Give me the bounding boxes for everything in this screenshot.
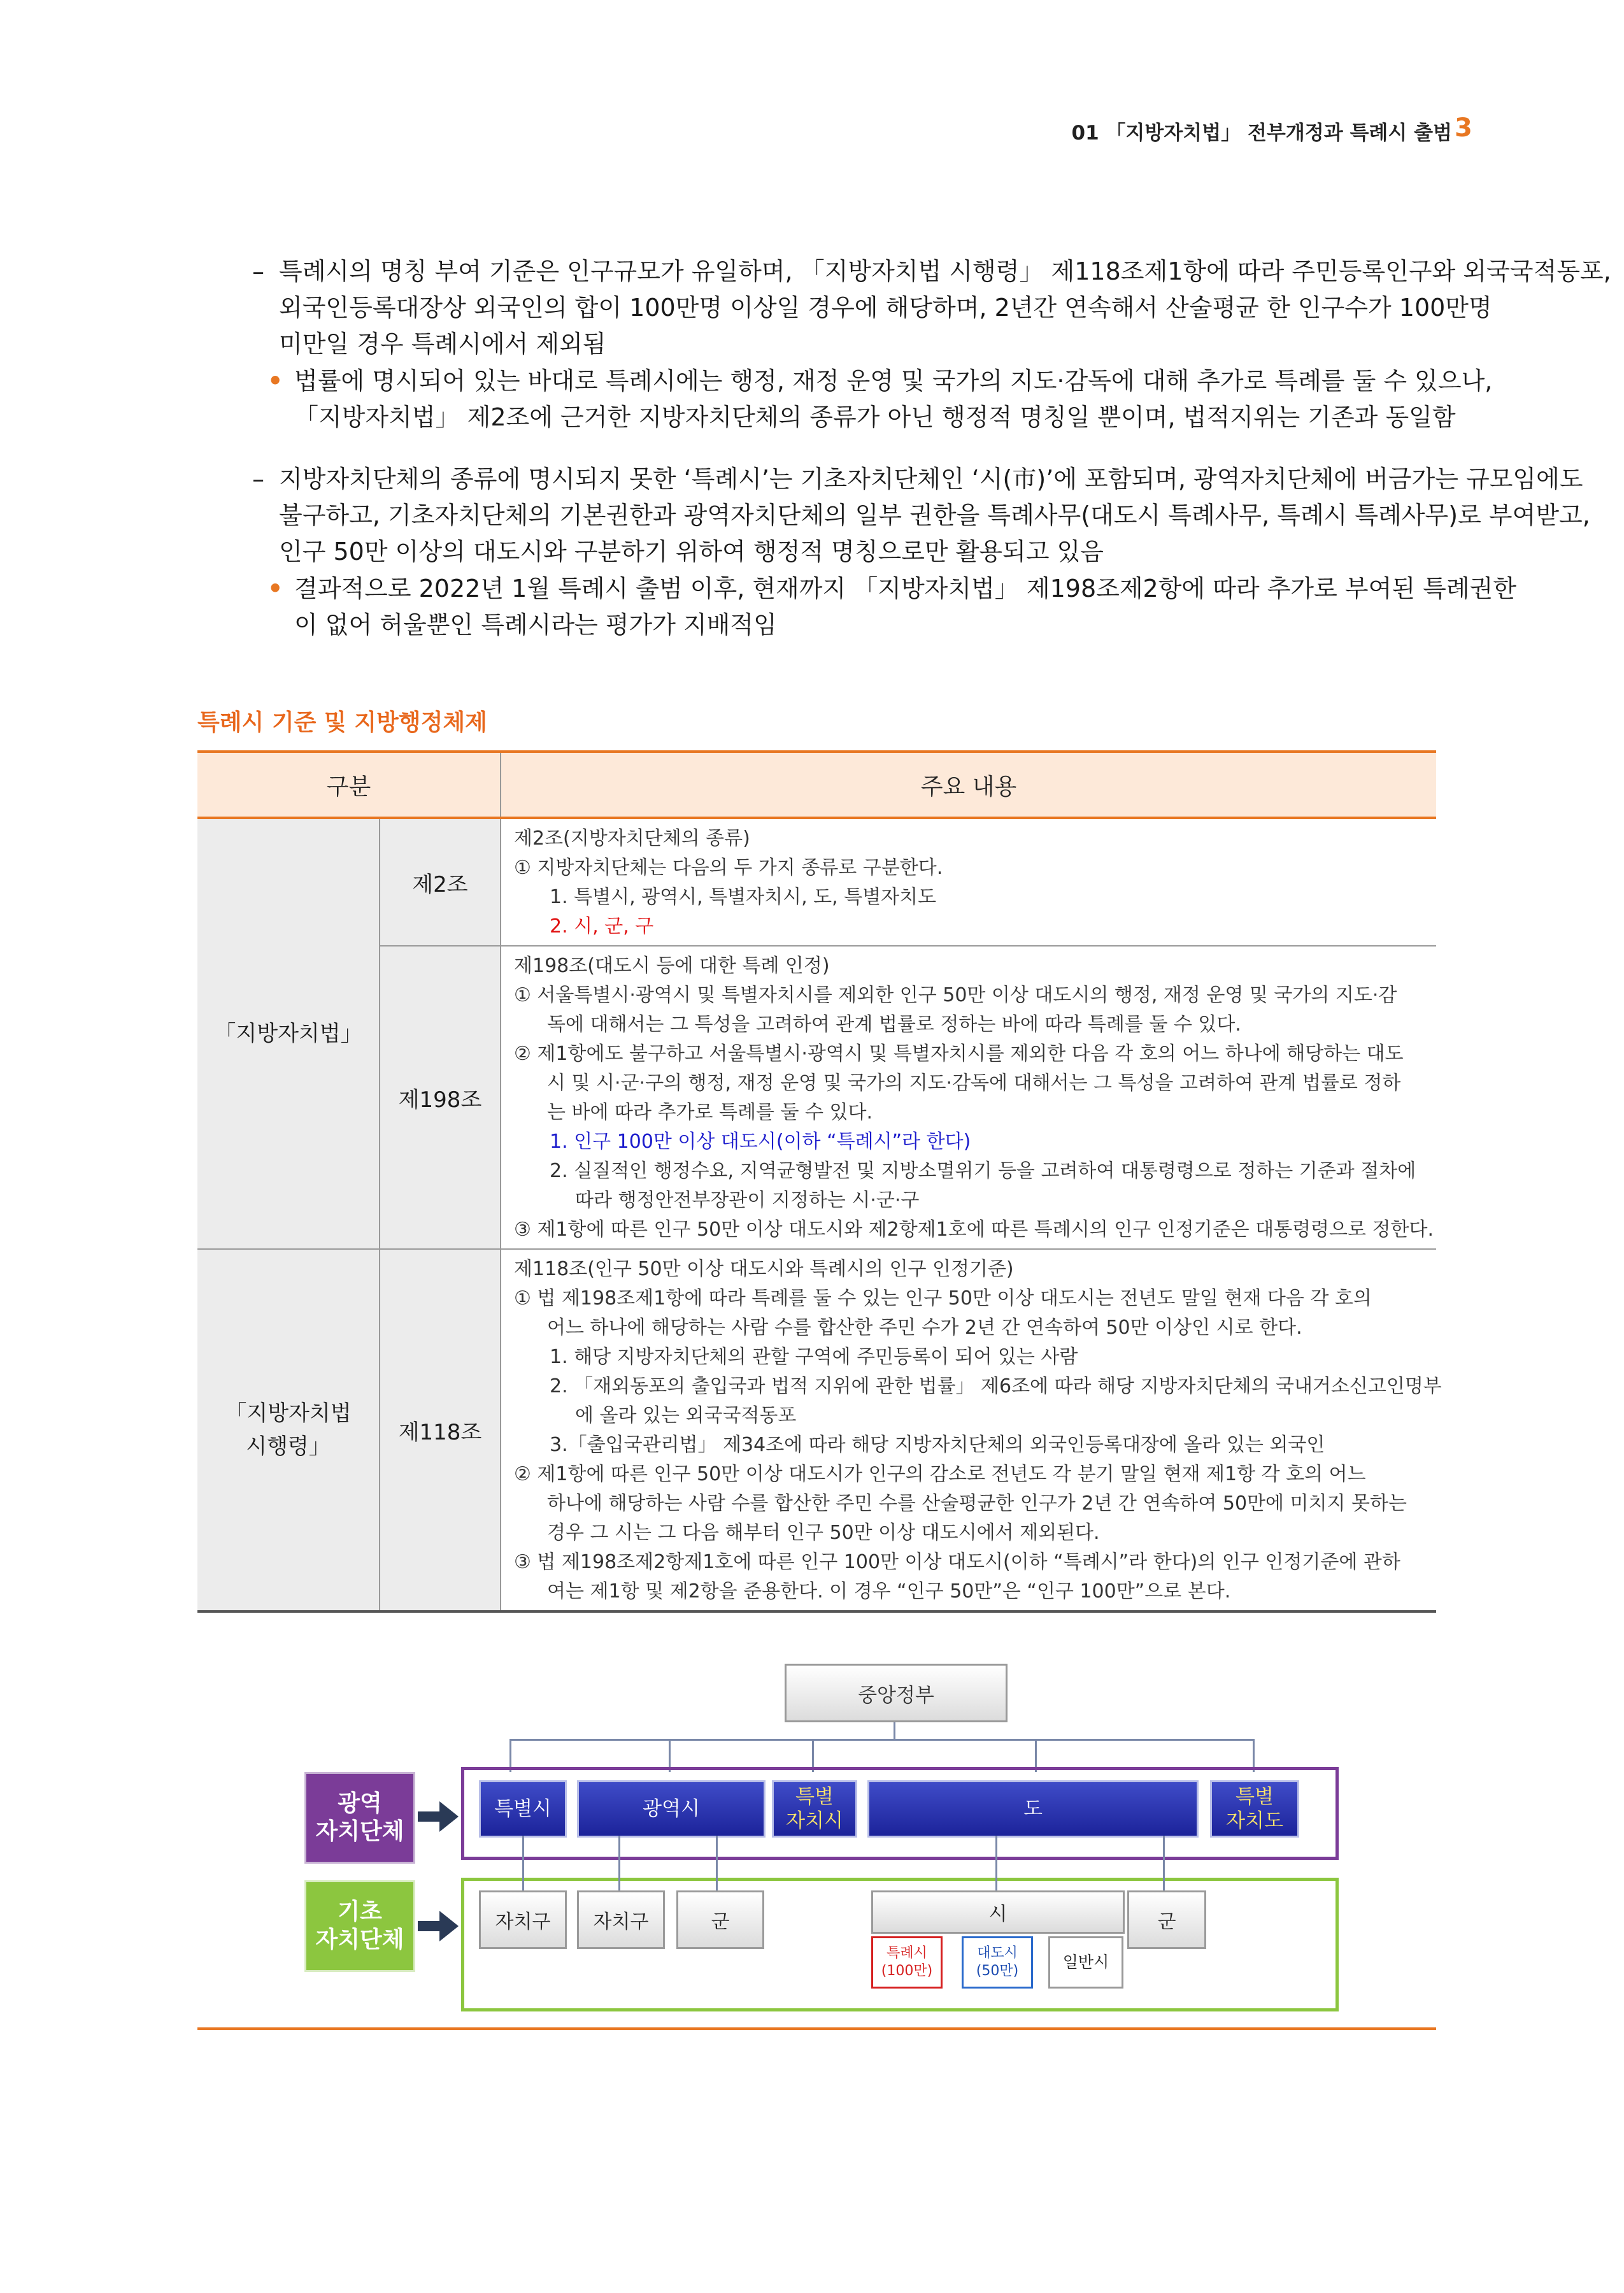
special-self-city-box: [772, 1780, 857, 1838]
content-line: 여는 제1항 및 제2항을 준용한다. 이 경우 “인구 50만”은 “인구 100만”으로 본다.: [547, 1580, 1231, 1603]
connector-line: [716, 1836, 718, 1890]
article-content: [501, 946, 1436, 1249]
table-row: [197, 946, 1436, 1249]
content-line: 에 올라 있는 외국국적동포: [575, 1404, 797, 1427]
central-government-box: 중앙정부: [785, 1664, 1008, 1722]
special-city-1m-box: [871, 1936, 943, 1989]
group-decree-line: 시행령」: [246, 1434, 331, 1459]
province-box: 도: [867, 1780, 1199, 1838]
content-line: 제118조(인구 50만 이상 대도시와 특례시의 인구 인정기준): [514, 1258, 1014, 1280]
city-box: 시: [871, 1890, 1125, 1934]
page-number: 3: [1455, 113, 1472, 143]
connector-line: [509, 1739, 1255, 1741]
connector-line: [522, 1836, 524, 1890]
group-decree-line: 「지방자치법: [225, 1401, 352, 1426]
content-line: 독에 대해서는 그 특성을 고려하여 관계 법률로 정하는 바에 따라 특례를 둘 수 있다.: [547, 1013, 1241, 1036]
special-city-box: 특별시: [479, 1780, 567, 1838]
connector-line: [618, 1836, 620, 1890]
unit-line: 특별: [1236, 1785, 1274, 1808]
paragraph-line: 결과적으로 2022년 1월 특례시 출범 이후, 현재까지 「지방자치법」 제198조제2항에 따라 추가로 부여된 특례권한: [294, 575, 1516, 603]
content-line: 따라 행정안전부장관이 지정하는 시·군·구: [575, 1189, 920, 1211]
content-line: 는 바에 따라 추가로 특례를 둘 수 있다.: [547, 1101, 873, 1124]
content-line: 제198조(대도시 등에 대한 특례 인정): [514, 955, 830, 977]
unit-line: 자치도: [1226, 1810, 1283, 1832]
content-line: ① 법 제198조제1항에 따라 특례를 둘 수 있는 인구 50만 이상 대도시는 전년도 말일 현재 다음 각 호의: [514, 1287, 1372, 1310]
paragraph-line: 외국인등록대장상 외국인의 합이 100만명 이상일 경우에 해당하며, 2년간 연속해서 산술평균 한 인구수가 100만명: [279, 294, 1492, 322]
bottom-rule: [197, 2027, 1436, 2030]
paragraph-2: [252, 461, 1590, 570]
content-line: 1. 특별시, 광역시, 특별자치시, 도, 특별자치도: [550, 886, 937, 908]
paragraph-line: 미만일 경우 특례시에서 제외됨: [279, 330, 606, 358]
table-row: [197, 818, 1436, 946]
content-line: 2. 「재외동포의 출입국과 법적 지위에 관한 법률」 제6조에 따라 해당 지방자치단체의 국내거소신고인명부: [550, 1375, 1442, 1397]
bullet-marker: •: [267, 367, 283, 395]
large-city-500k-box: [962, 1936, 1033, 1989]
header-category: 구분: [197, 752, 501, 818]
basic-label-line: 기초: [338, 1899, 382, 1925]
basic-label-line: 자치단체: [315, 1927, 404, 1953]
bullet-1: [267, 363, 1492, 436]
content-line: ③ 법 제198조제2항제1호에 따른 인구 100만 이상 대도시(이하 “특례시”라 한다)의 인구 인정기준에 관하: [514, 1551, 1400, 1573]
county-box: 군: [1127, 1890, 1206, 1949]
content-line: 제2조(지방자치단체의 종류): [514, 827, 750, 850]
metro-city-box: 광역시: [577, 1780, 766, 1838]
paragraph-line: 불구하고, 기초자치단체의 기본권한과 광역자치단체의 일부 권한을 특례사무(대도시 특례사무, 특례시 특례사무)로 부여받고,: [279, 501, 1590, 529]
bullet-marker: •: [267, 575, 283, 603]
unit-line: 특례시: [887, 1945, 927, 1961]
article-label: 제118조: [380, 1249, 501, 1611]
content-line: 하나에 해당하는 사람 수를 합산한 주민 수를 산술평균한 인구가 2년 간 연속하여 50만에 미치지 못하는: [547, 1492, 1407, 1515]
dash-marker: –: [252, 465, 264, 493]
content-line: ① 서울특별시·광역시 및 특별자치시를 제외한 인구 50만 이상 대도시의 행정, 재정 운영 및 국가의 지도·감: [514, 984, 1397, 1006]
table-header-row: [197, 752, 1436, 818]
table-title: 특례시 기준 및 지방행정체제: [197, 710, 487, 736]
metro-label-line: 자치단체: [315, 1818, 404, 1845]
group-law: 「지방자치법」: [197, 818, 380, 1249]
content-line: 1. 해당 지방자치단체의 관할 구역에 주민등록이 되어 있는 사람: [550, 1346, 1078, 1368]
autonomous-district-box: 자치구: [577, 1890, 665, 1949]
content-line-highlight: 2. 시, 군, 구: [550, 915, 654, 938]
metro-label-line: 광역: [338, 1790, 382, 1817]
law-table: [197, 750, 1442, 1613]
content-line-highlight: 1. 인구 100만 이상 대도시(이하 “특례시”라 한다): [550, 1131, 971, 1153]
county-box: 군: [676, 1890, 764, 1949]
article-content: [501, 818, 1436, 946]
arrow-right-icon: [418, 1797, 459, 1836]
paragraph-line: 특례시의 명칭 부여 기준은 인구규모가 유일하며, 「지방자치법 시행령」 제118조제1항에 따라 주민등록인구와 외국국적동포,: [279, 257, 1611, 285]
bullet-2: [267, 571, 1516, 643]
running-title: 01 「지방자치법」 전부개정과 특례시 출범: [1071, 122, 1452, 145]
article-label: 제198조: [380, 946, 501, 1249]
content-line: 2. 실질적인 행정수요, 지역균형발전 및 지방소멸위기 등을 고려하여 대통령령으로 정하는 기준과 절차에: [550, 1160, 1416, 1182]
paragraph-line: 법률에 명시되어 있는 바대로 특례시에는 행정, 재정 운영 및 국가의 지도·감독에 대해 추가로 특례를 둘 수 있으나,: [294, 367, 1493, 395]
unit-line: (50만): [976, 1963, 1019, 1979]
content-line: ② 제1항에 따른 인구 50만 이상 대도시가 인구의 감소로 전년도 각 분기 말일 현재 제1항 각 호의 어느: [514, 1463, 1366, 1485]
paragraph-line: 이 없어 허울뿐인 특례시라는 평가가 지배적임: [294, 611, 777, 639]
connector-line: [1163, 1836, 1165, 1890]
arrow-right-icon: [418, 1907, 459, 1945]
content-line: ① 지방자치단체는 다음의 두 가지 종류로 구분한다.: [514, 857, 943, 879]
group-decree: [197, 1249, 380, 1611]
content-line: 어느 하나에 해당하는 사람 수를 합산한 주민 수가 2년 간 연속하여 50만 이상인 시로 한다.: [547, 1317, 1302, 1339]
article-label: 제2조: [380, 818, 501, 946]
special-self-province-box: [1210, 1780, 1299, 1838]
content-line: 3.「출입국관리법」 제34조에 따라 해당 지방자치단체의 외국인등록대장에 올라 있는 외국인: [550, 1434, 1325, 1456]
table-row: [197, 1249, 1436, 1611]
metro-gov-label: [304, 1772, 415, 1864]
paragraph-line: 인구 50만 이상의 대도시와 구분하기 위하여 행정적 명칭으로만 활용되고 있음: [279, 538, 1104, 566]
general-city-box: 일반시: [1048, 1936, 1123, 1989]
content-line: 시 및 시·군·구의 행정, 재정 운영 및 국가의 지도·감독에 대해서는 그 특성을 고려하여 관계 법률로 정하: [547, 1072, 1401, 1094]
unit-line: 특별: [795, 1785, 834, 1808]
paragraph-1: [252, 254, 1611, 362]
paragraph-line: 「지방자치법」 제2조에 근거한 지방자치단체의 종류가 아닌 행정적 명칭일 뿐이며, 법적지위는 기존과 동일함: [294, 403, 1456, 431]
article-content: [501, 1249, 1442, 1611]
unit-line: 대도시: [977, 1945, 1018, 1961]
dash-marker: –: [252, 257, 264, 285]
unit-line: (100만): [881, 1963, 933, 1979]
connector-line: [995, 1836, 997, 1890]
header-content: 주요 내용: [501, 752, 1436, 818]
content-line: ③ 제1항에 따른 인구 50만 이상 대도시와 제2항제1호에 따른 특례시의 인구 인정기준은 대통령령으로 정한다.: [514, 1218, 1434, 1241]
basic-gov-label: [304, 1880, 415, 1972]
paragraph-line: 지방자치단체의 종류에 명시되지 못한 ‘특례시’는 기초자치단체인 ‘시(市)’에 포함되며, 광역자치단체에 버금가는 규모임에도: [279, 465, 1583, 493]
content-line: 경우 그 시는 그 다음 해부터 인구 50만 이상 대도시에서 제외된다.: [547, 1522, 1100, 1544]
unit-line: 자치시: [786, 1810, 843, 1832]
autonomous-district-box: 자치구: [479, 1890, 567, 1949]
content-line: ② 제1항에도 불구하고 서울특별시·광역시 및 특별자치시를 제외한 다음 각 호의 어느 하나에 해당하는 대도: [514, 1043, 1404, 1065]
